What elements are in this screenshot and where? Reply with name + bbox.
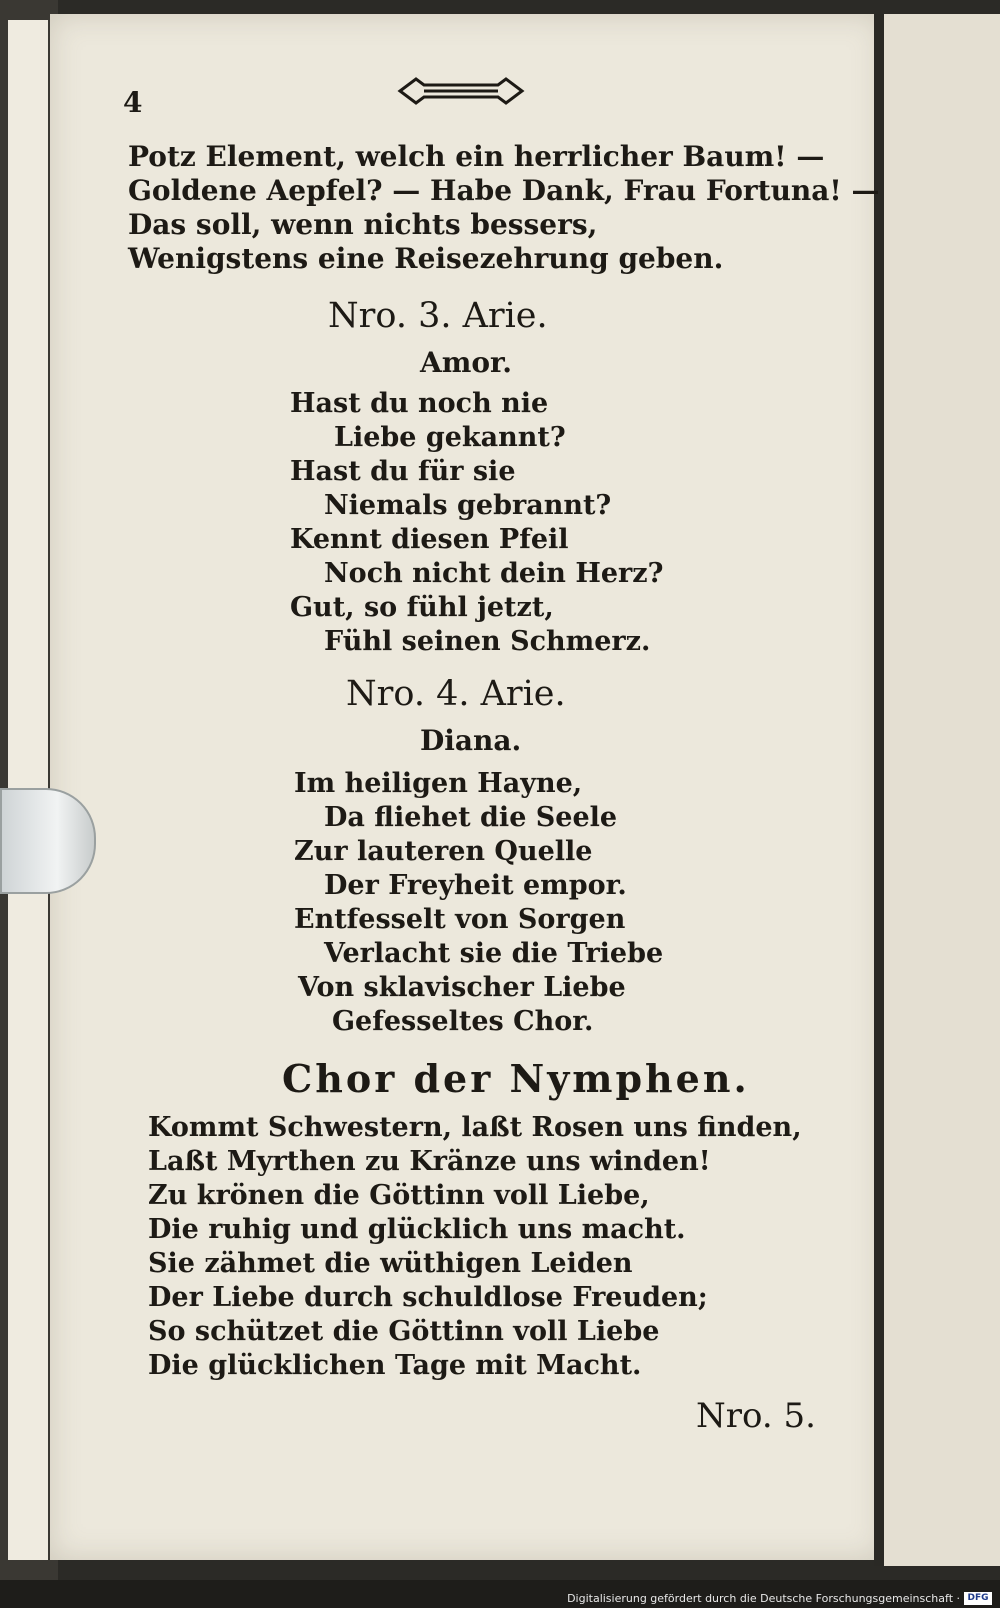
- dfg-logo: DFG: [964, 1592, 992, 1605]
- verse-line: Fühl seinen Schmerz.: [324, 626, 651, 657]
- verse-line: Hast du noch nie: [290, 388, 549, 419]
- chorus-line: Die glücklichen Tage mit Macht.: [148, 1350, 642, 1381]
- verse-line: Gut, so fühl jetzt,: [290, 592, 554, 623]
- aria-3-heading: Nro. 3. Arie.: [328, 296, 548, 336]
- verse-line: Im heiligen Hayne,: [294, 768, 583, 799]
- aria-4-role: Diana.: [420, 724, 522, 757]
- catchword: Nro. 5.: [696, 1396, 816, 1436]
- verse-line: Da fliehet die Seele: [324, 802, 618, 833]
- digitization-credit: Digitalisierung gefördert durch die Deutsche Forschungsgemeinschaft ·: [567, 1592, 960, 1605]
- prose-line: Wenigstens eine Reisezehrung geben.: [128, 242, 724, 275]
- ornament-icon: [394, 74, 528, 108]
- aria-3-role: Amor.: [420, 346, 512, 379]
- book-gutter: [874, 14, 884, 1566]
- verse-line: Niemals gebrannt?: [324, 490, 612, 521]
- chorus-line: Laßt Myrthen zu Kränze uns winden!: [148, 1146, 711, 1177]
- verse-line: Von sklavischer Liebe: [298, 972, 626, 1003]
- chorus-line: Kommt Schwestern, laßt Rosen uns finden,: [148, 1112, 802, 1143]
- chorus-line: So schützet die Göttinn voll Liebe: [148, 1316, 660, 1347]
- page-clip: [0, 788, 96, 894]
- chorus-heading: Chor der Nymphen.: [282, 1056, 750, 1101]
- prose-line: Potz Element, welch ein herrlicher Baum! —: [128, 140, 825, 173]
- verse-line: Verlacht sie die Triebe: [324, 938, 664, 969]
- verse-line: Zur lauteren Quelle: [294, 836, 593, 867]
- verse-line: Entfesselt von Sorgen: [294, 904, 626, 935]
- verse-line: Der Freyheit empor.: [324, 870, 627, 901]
- chorus-line: Der Liebe durch schuldlose Freuden;: [148, 1282, 708, 1313]
- prose-line: Goldene Aepfel? — Habe Dank, Frau Fortuna! —: [128, 174, 880, 207]
- chorus-line: Die ruhig und glücklich uns macht.: [148, 1214, 686, 1245]
- verse-line: Kennt diesen Pfeil: [290, 524, 569, 555]
- chorus-line: Zu krönen die Göttinn voll Liebe,: [148, 1180, 650, 1211]
- prose-line: Das soll, wenn nichts bessers,: [128, 208, 598, 241]
- facing-page: [884, 14, 1000, 1566]
- aria-4-heading: Nro. 4. Arie.: [346, 674, 566, 714]
- verse-line: Hast du für sie: [290, 456, 516, 487]
- verse-line: Noch nicht dein Herz?: [324, 558, 664, 589]
- verse-line: Liebe gekannt?: [334, 422, 566, 453]
- page-number: 4: [123, 86, 143, 119]
- chorus-line: Sie zähmet die wüthigen Leiden: [148, 1248, 633, 1279]
- verse-line: Gefesseltes Chor.: [332, 1006, 594, 1037]
